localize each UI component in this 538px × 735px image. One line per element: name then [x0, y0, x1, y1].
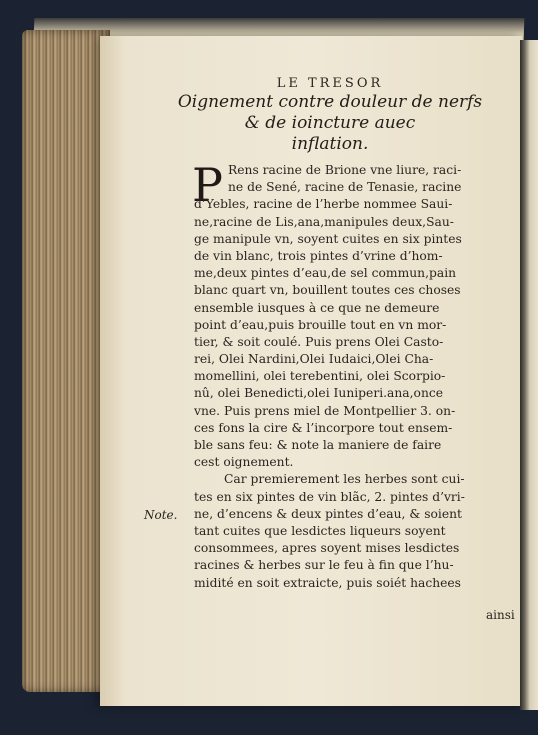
text-line: consommees, apres soyent mises lesdictes	[194, 541, 460, 556]
text-line: d’Yebles, racine de l’herbe nommee Saui-	[194, 197, 453, 212]
text-line: ne, d’encens & deux pintes d’eau, & soient	[194, 506, 462, 521]
catchword: ainsi	[486, 608, 515, 622]
text-line: tes en six pintes de vin blãc, 2. pintes d’vri-	[194, 489, 465, 504]
recipe-title	[150, 92, 510, 155]
text-line: momellini, olei terebentini, olei Scorpio-	[194, 369, 446, 384]
drop-cap: P	[192, 158, 223, 212]
text-line: vne. Puis prens miel de Montpellier 3. on-	[194, 403, 456, 418]
text-line: Car premierement les herbes sont cui-	[224, 472, 465, 487]
text-line: tier, & soit coulé. Puis prens Olei Casto-	[194, 334, 444, 349]
page-edges	[22, 30, 110, 692]
text-line: ne de Sené, racine de Tenasie, racine	[228, 180, 462, 195]
text-line: cest oignement.	[194, 455, 294, 470]
text-line: ge manipule vn, soyent cuites en six pintes	[194, 231, 462, 246]
book-gutter	[520, 40, 538, 710]
text-line: rei, Olei Nardini,Olei Iudaici,Olei Cha-	[194, 352, 434, 367]
text-line: racines & herbes sur le feu à fin que l’hu-	[194, 558, 454, 573]
text-line: nû, olei Benedicti,olei Iuniperi.ana,once	[194, 386, 444, 401]
text-line: me,deux pintes d’eau,de sel commun,pain	[194, 266, 457, 281]
margin-note: Note.	[144, 508, 178, 522]
text-line: ces fons la cire & l’incorpore tout ensem-	[194, 420, 453, 435]
text-line: blanc quart vn, bouillent toutes ces choses	[194, 283, 461, 298]
text-line: tant cuites que lesdictes liqueurs soyent	[194, 523, 446, 538]
text-line: Rens racine de Brione vne liure, raci-	[228, 163, 462, 177]
text-line: midité en soit extraicte, puis soiét hachees	[194, 575, 461, 590]
title-line: & de ioincture auec	[244, 113, 416, 133]
text-line: de vin blanc, trois pintes d’vrine d’hom-	[194, 248, 443, 263]
text-line: ne,racine de Lis,ana,manipules deux,Sau-	[194, 214, 454, 229]
recipe-body	[192, 158, 512, 592]
running-head: LE TRESOR	[276, 76, 384, 91]
text-line: ensemble iusques à ce que ne demeure	[194, 300, 440, 315]
title-line: Oignement contre douleur de nerfs	[177, 92, 483, 112]
text-line: point d’eau,puis brouille tout en vn mor-	[194, 317, 447, 332]
title-line: inflation.	[291, 134, 369, 154]
text-line: ble sans feu: & note la maniere de faire	[194, 438, 442, 452]
